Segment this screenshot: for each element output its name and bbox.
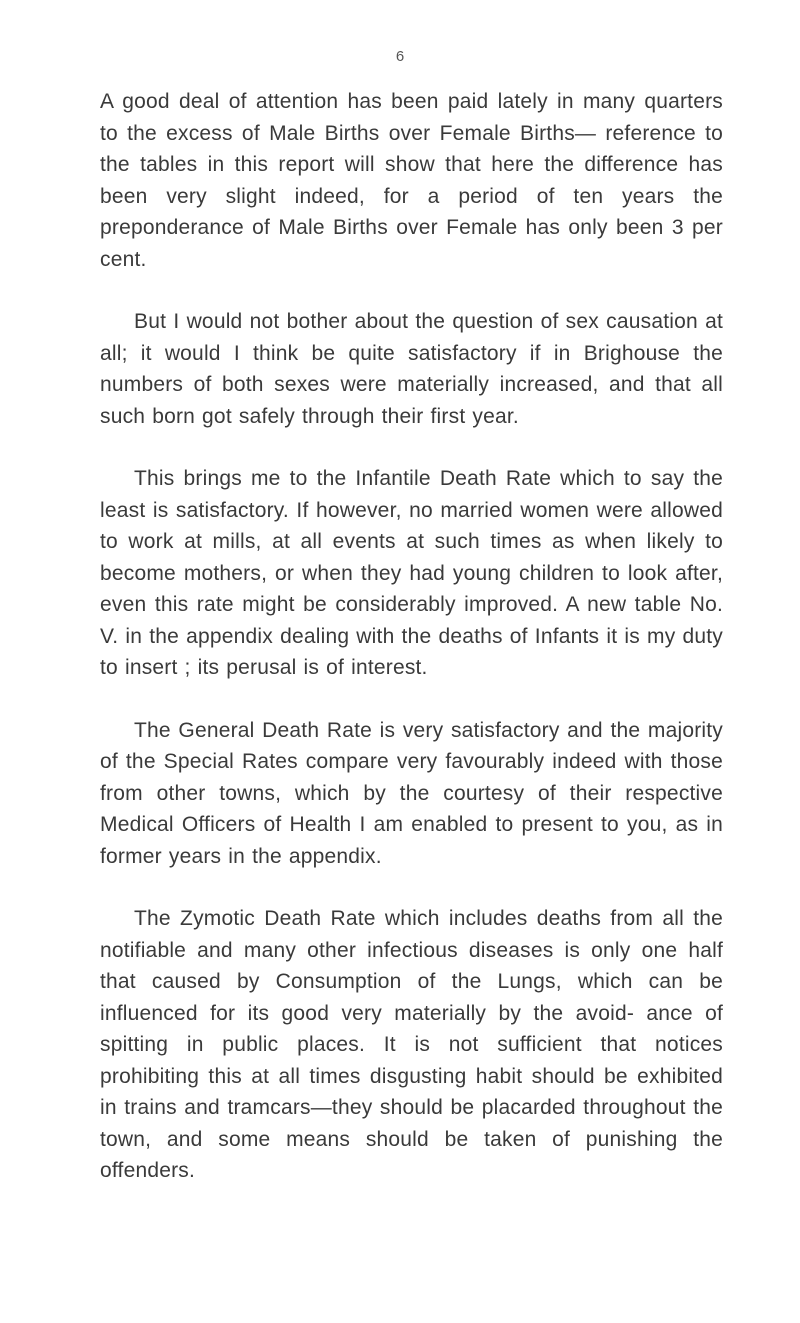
paragraph-zymotic-death-rate: The Zymotic Death Rate which includes deaths from all the notifiable and many other infectious diseases is only one half that caused by Consumption of the Lungs, which can be influenced for its good very materially by the avoid- ance of spitting in public places. It is not sufficient that notices prohibiting this at all times disgusting habit should be exhibited in trains and tramcars—they should be placarded throughout the town, and some means should be taken of punishing the offenders.: [100, 907, 723, 1182]
page-number: 6: [395, 48, 405, 65]
paragraph-infantile-death-rate: This brings me to the Infantile Death Rate which to say the least is satisfactory. If however, no married women were allowed to work at mills, at all events at such times as when likely to become mothers, or when they had young children to look after, even this rate might be considerably improved. A new table No. V. in the appendix dealing with the deaths of Infants it is my duty to insert ; its perusal is of interest.: [100, 467, 723, 679]
body-text: [100, 86, 723, 1218]
paragraph-sex-ratio: A good deal of attention has been paid lately in many quarters to the excess of Male Births over Female Births— reference to the tables in this report will show that here the difference has been very slight indeed, for a period of ten years the preponderance of Male Births over Female has only been 3 per cent.: [100, 90, 723, 271]
paragraph-general-death-rate: The General Death Rate is very satisfactory and the majority of the Special Rates compare very favourably indeed with those from other towns, which by the courtesy of their respective Medical Officers of Health I am enabled to present to you, as in former years in the appendix.: [100, 718, 723, 868]
paragraph-sex-causation: But I would not bother about the question of sex causation at all; it would I think be quite satisfactory if in Brighouse the numbers of both sexes were materially increased, and that all such born got safely through their first year.: [100, 310, 723, 428]
